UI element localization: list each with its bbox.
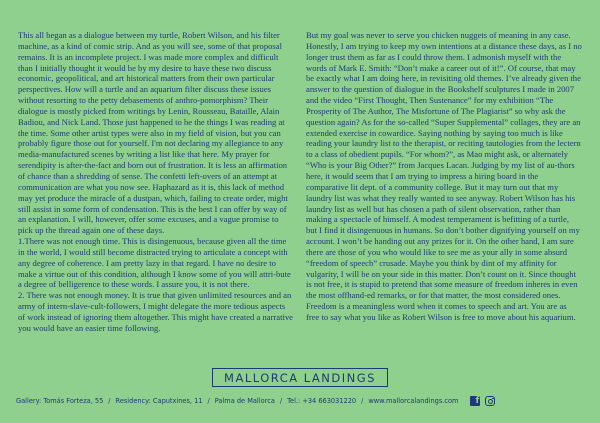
footer-separator: /	[207, 397, 210, 405]
footer-residency-address: Residency: Caputxines, 11	[115, 397, 203, 405]
footer-separator: /	[279, 397, 283, 405]
footer-city: Palma de Mallorca	[214, 397, 275, 405]
article-columns	[18, 30, 582, 355]
paragraph: 2. There was not enough money. It is true that given unlimited resources and an army of intern-slave-cult-followers, I might delegate the more tedious aspects of work instead of ignoring them altogether. This might have created a narrative you would have an easier time following.	[18, 290, 293, 333]
paragraph: This all began as a dialogue between my turtle, Robert Wilson, and his filter machine, as a kind of comic strip. And as you will see, some of that proposal remains. It is an incomplete project. I was made more complex and difficult than I initially thought it would be by my desire to have these two discuss economic, geopolitical, and art historical matters from their own particular perspectives. How will a turtle and an aquarium filter discuss these issues without resorting to the petty debasements of anthro-pomorphism? Their dialogue is mostly picked from writings by Lenin, Rousseau, Bataille, Alain Badiou, and Nick Land. Those just happened to be the things I was reading at the time. Some other artist types were also in my field of vision, but you can probably figure those out for yourself. I'm not declaring my allegiance to any media-manufactured scenes by writing a list like that here. My prayer for serendipity is after-the-fact and born out of frustration. It is less an affirmation of chance than a shredding of sense. The confetti left-overs of an attempt at communication are what you now see. Haphazard as it is, this lack of method may yet produce the miracle of a dustpan, which, failing to create order, might still assist in some form of condensation. This is the best I can offer by way of an explanation. I will, however, offer some excuses, and a vague promise to pick up the thread again one of these days.	[18, 30, 288, 236]
footer-separator: /	[108, 397, 111, 405]
social-links	[470, 396, 495, 406]
instagram-icon[interactable]	[485, 396, 495, 406]
brand-logo: MALLORCA LANDINGS	[212, 368, 388, 387]
paragraph: But my goal was never to serve you chicken nuggets of meaning in any case. Honestly, I am trying to keep my own intentions at a distance these days, as I no longer trust them as far as I could throw them. I admonish myself with the words of Mark E. Smith: “Don’t make a career out of it!”. Of course, that may be exactly what I am doing here, in revisiting old themes. I’ve already given the answer to the question of dialogue in the Bookshelf sculptures I made in 2007 and the video “First Thought, Then Sustenance” for my exhibition “The Prosperity of The Author, The Misfortune of The Plagiarist” so why ask the question again? As for the so-called “Super Supplemental” collages, they are an extended exercise in cowardice. Saying nothing by saying too much is like reading your laundry list to the therapist, or reciting tautologies from the lectern to a class of obedient pupils. “For whom?”, as Mao might ask, or alternately “Who is your Big Other?” from Jacques Lacan. Judging by my list of au-thors here, it would seem that I am trying to impress a hiring board in the comparative lit dept. of a community college. But it may turn out that my laundry list was what they really wanted to see anyway. Robert Wilson has his laundry list as well but has chosen a path of silent observation, rather than making a spectacle of himself. A modest temperament is befitting of a turtle, but I find it disingenuous in humans. So don’t bother dignifying yourself on my account. I won’t be handing out any prizes for it. On the other hand, I am sure there are those of you who would like to see me as your ally in some absurd “freedom of speech” crusade. Maybe you think by dint of my affinity for vulgarity, I will be on your side in this matter. Don’t count on it. Since thought is not free, it is stupid to pretend that some measure of freedom inheres in even the most offhand-ed remarks, or for that matter, the most considered ones. Freedom is a meaningless word when it comes to speech and art. You are as free to say what you like as Robert Wilson is free to move about his aquarium.	[306, 30, 582, 322]
footer-phone: Tel.: +34 663031220	[287, 397, 357, 405]
footer-separator: /	[361, 397, 364, 405]
left-column	[18, 30, 294, 355]
facebook-icon[interactable]: f	[470, 396, 480, 406]
footer	[16, 393, 586, 409]
footer-website-link[interactable]: www.mallorcalandings.com	[368, 397, 459, 405]
paragraph: 1.There was not enough time. This is disingenuous, because given all the time in the world, I would still become distracted trying to articulate a concept with any degree of coherence. I am pretty lazy in that regard. I have no desire to make a virtue out of this condition, although I know some of you will attri-bute a degree of belligerence to these words. I assure you, it is not there.	[18, 236, 291, 290]
right-column	[306, 30, 582, 355]
footer-gallery-address: Gallery: Tomás Forteza, 55	[16, 397, 104, 405]
